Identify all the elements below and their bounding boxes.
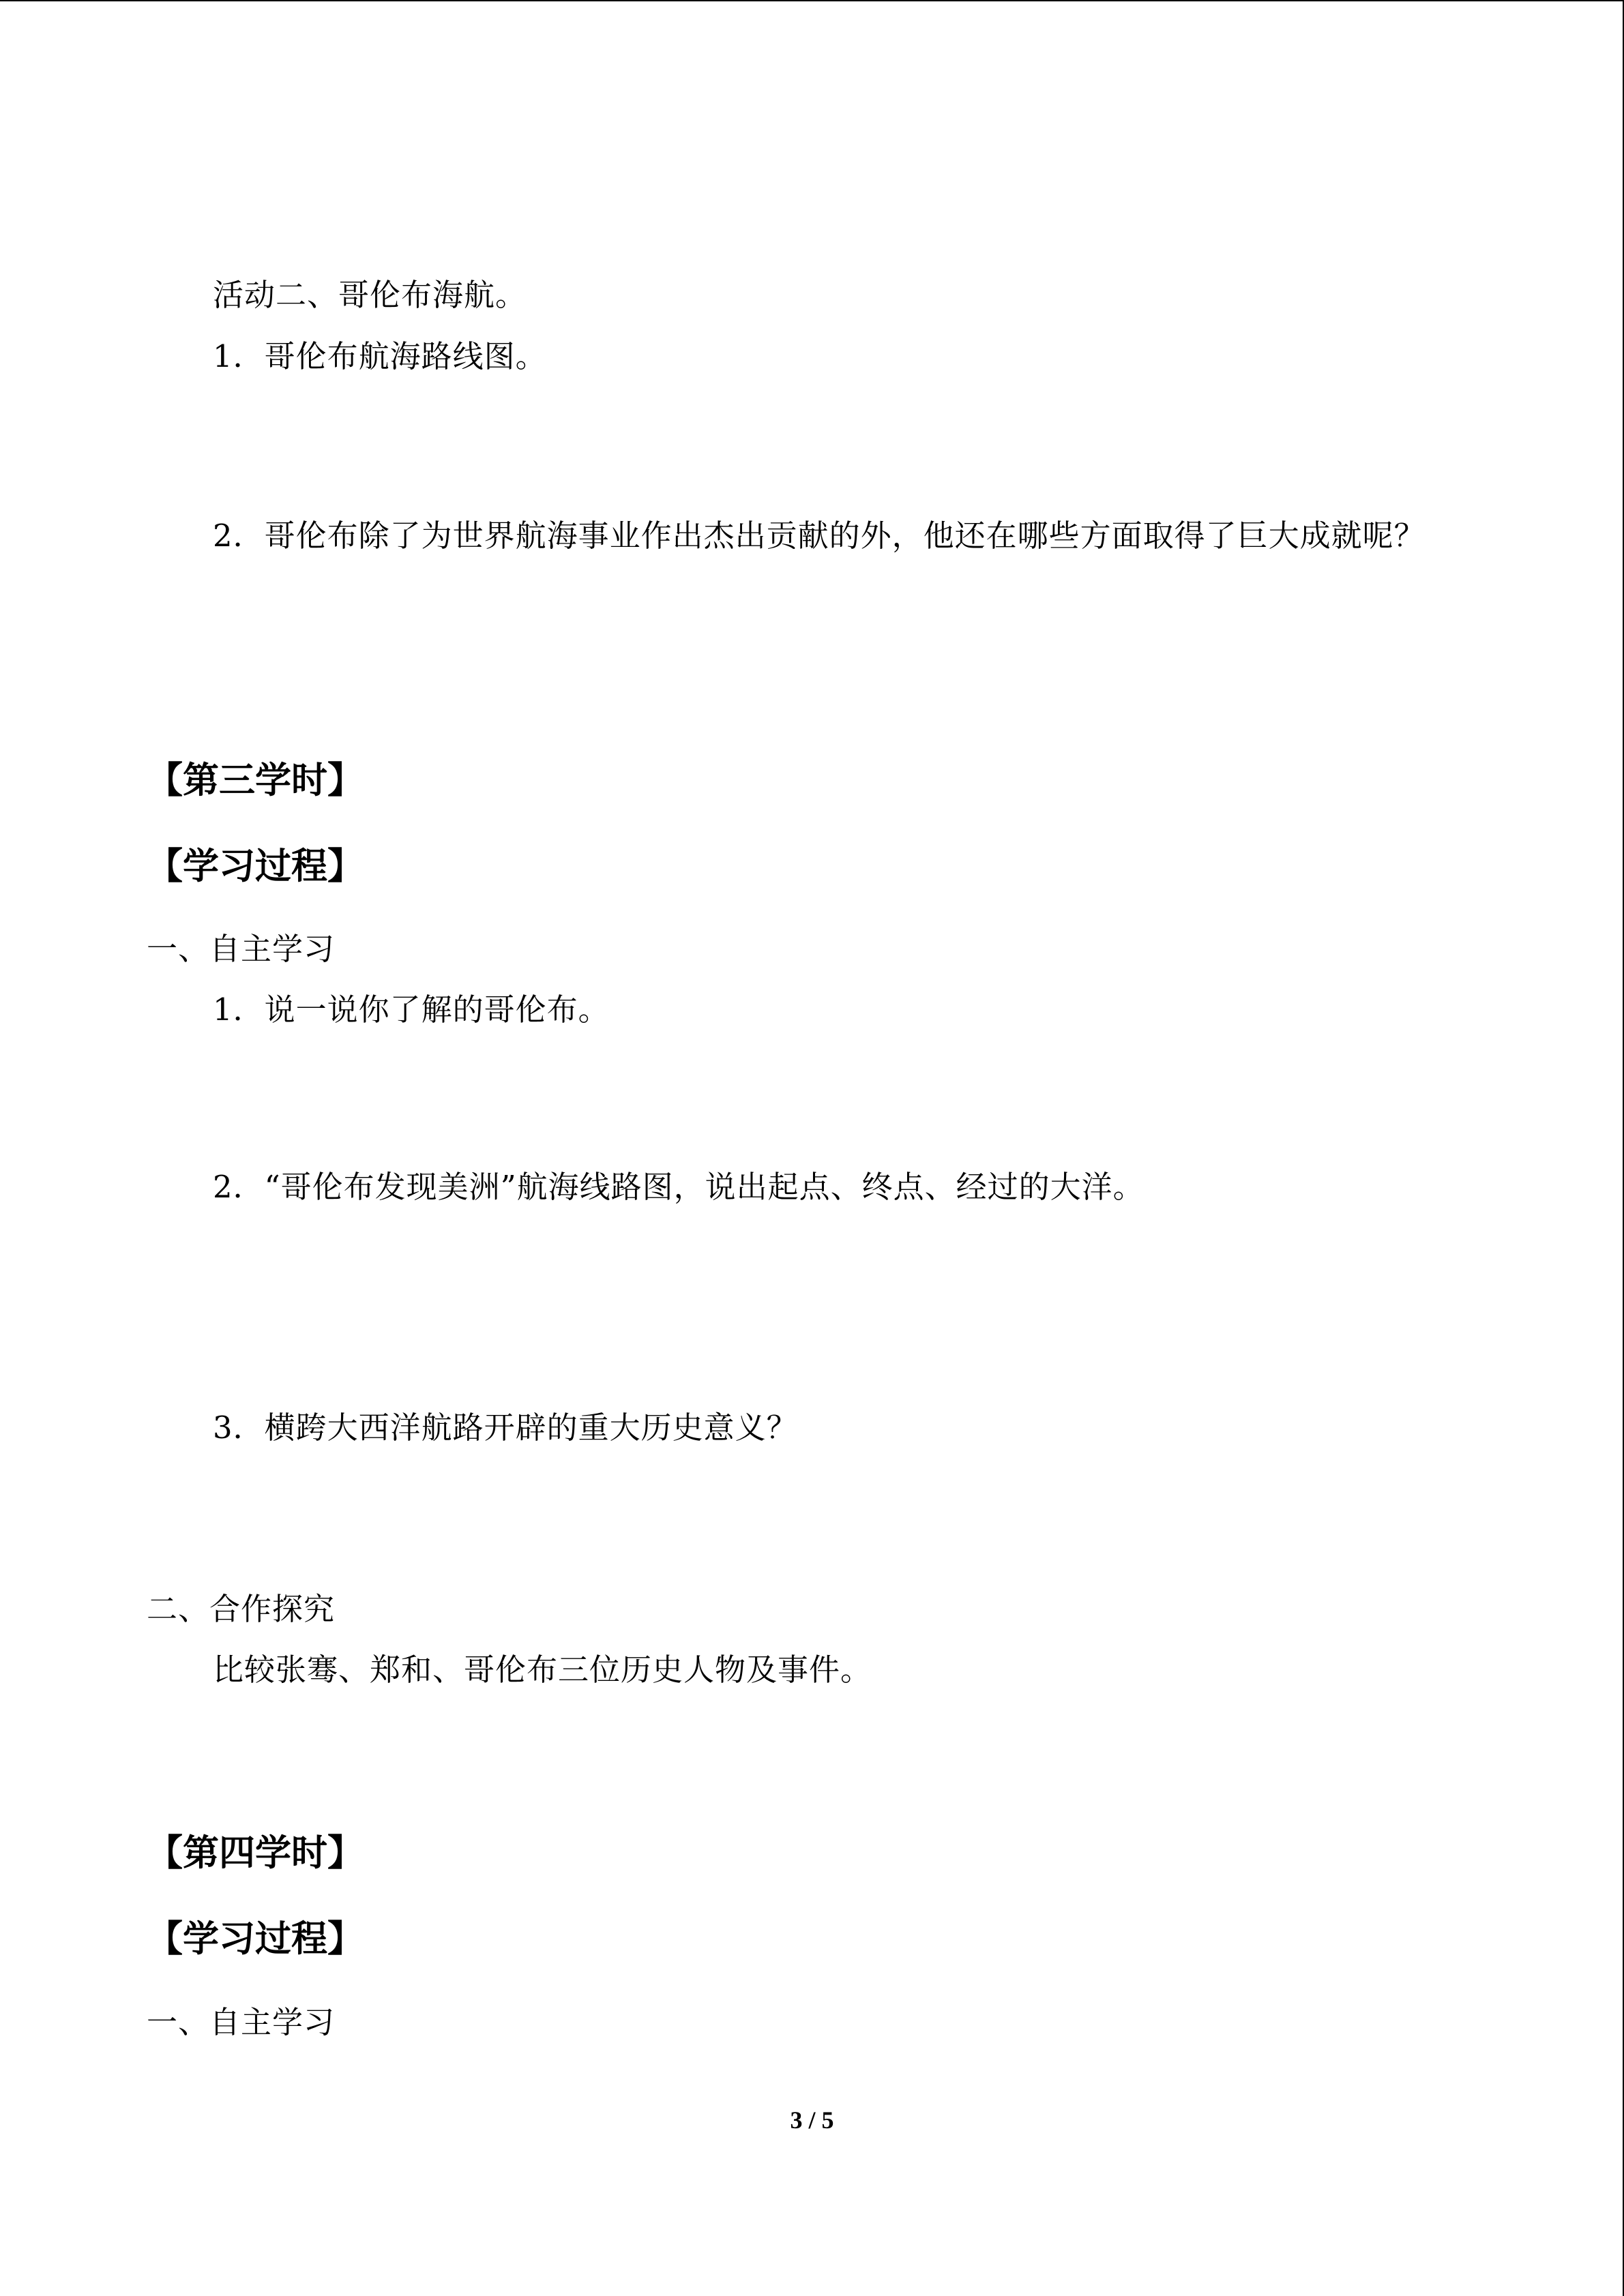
lesson-3-title: 【第三学时】: [147, 760, 364, 801]
lesson-3-question-2: 2．“哥伦布发现美洲”航海线路图，说出起点、终点、经过的大洋。: [213, 1169, 1145, 1205]
lesson-3-process-heading: 【学习过程】: [147, 846, 364, 887]
lesson-3-question-3: 3．横跨大西洋航路开辟的重大历史意义？: [213, 1410, 798, 1446]
lesson-3-cooperative-inquiry: 二、合作探究: [147, 1591, 336, 1627]
lesson-4-process-heading: 【学习过程】: [147, 1918, 364, 1960]
lesson-4-title: 【第四学时】: [147, 1832, 364, 1874]
activity-two-question-2: 2．哥伦布除了为世界航海事业作出杰出贡献的外，他还在哪些方面取得了巨大成就呢？: [213, 518, 1426, 554]
lesson-3-cooperative-task: 比较张骞、郑和、哥伦布三位历史人物及事件。: [213, 1652, 872, 1688]
activity-two-heading: 活动二、哥伦布海航。: [213, 277, 527, 313]
activity-two-question-1: 1．哥伦布航海路线图。: [213, 338, 547, 374]
lesson-3-question-1: 1．说一说你了解的哥伦布。: [213, 992, 610, 1028]
lesson-3-self-study: 一、自主学习: [147, 931, 336, 967]
lesson-4-self-study: 一、自主学习: [147, 2004, 336, 2040]
page-number: 3 / 5: [790, 2106, 834, 2134]
